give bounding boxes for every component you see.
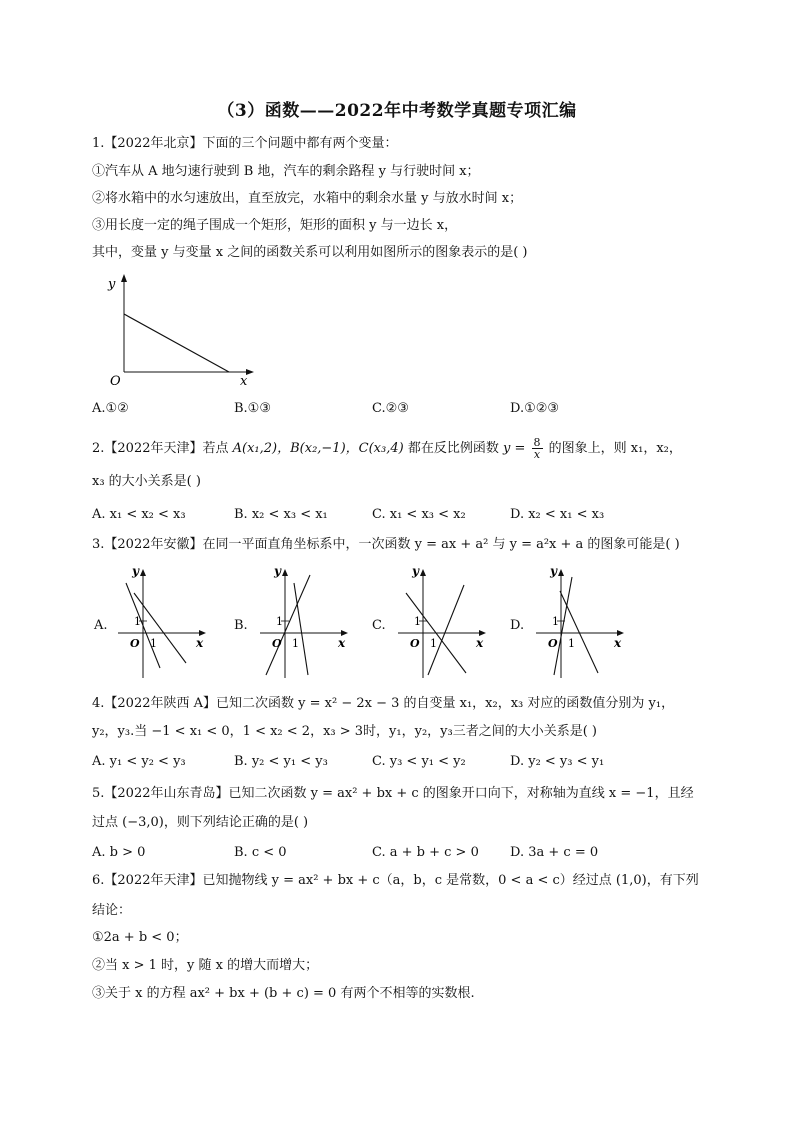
- q6-item-1: ①2a + b < 0；: [92, 930, 188, 945]
- q3a-x-label: x: [196, 636, 204, 650]
- q3b-origin: O: [272, 637, 282, 650]
- q4-option-b[interactable]: B. y₂ < y₁ < y₃: [234, 754, 328, 769]
- q2-option-b[interactable]: B. x₂ < x₃ < x₁: [234, 507, 328, 522]
- q1-y-label: y: [108, 277, 116, 292]
- page-title: （3）函数——2022年中考数学真题专项汇编: [217, 101, 577, 121]
- q2-option-c[interactable]: C. x₁ < x₃ < x₂: [372, 507, 466, 522]
- q3b-one-x: 1: [292, 637, 299, 650]
- q3c-one-x: 1: [430, 637, 437, 650]
- q3-graph-a[interactable]: [110, 563, 210, 683]
- q3a-one-x: 1: [150, 637, 157, 650]
- q3-graph-c[interactable]: [390, 563, 490, 683]
- q1-x-label: x: [240, 374, 248, 389]
- q1-option-d[interactable]: D.①②③: [510, 401, 560, 416]
- q3d-one-x: 1: [568, 637, 575, 650]
- q2-stem: [92, 437, 682, 460]
- q5-option-a[interactable]: A. b > 0: [92, 845, 146, 860]
- q3-graph-b[interactable]: [252, 563, 352, 683]
- q1-graph: [100, 272, 260, 392]
- q3c-one-y: 1: [414, 615, 421, 628]
- q2-stem-d: x₃ 的大小关系是( ): [92, 474, 201, 489]
- q3c-y-label: y: [412, 564, 419, 578]
- q1-stem: 1.【2022年北京】下面的三个问题中都有两个变量：: [92, 136, 398, 151]
- q1-option-b[interactable]: B.①③: [234, 401, 271, 416]
- q5-option-b[interactable]: B. c < 0: [234, 845, 287, 860]
- q5-line-1: 5.【2022年山东青岛】已知二次函数 y = ax² + bx + c 的图象开口向下，对称轴为直线 x = −1，且经: [92, 786, 694, 801]
- q2-func-lhs: y =: [503, 441, 526, 456]
- q4-line-1: 4.【2022年陕西 A】已知二次函数 y = x² − 2x − 3 的自变量 x₁，x₂，x₃ 对应的函数值分别为 y₁，: [92, 696, 675, 711]
- q3a-y-label: y: [132, 564, 139, 578]
- q3-option-b-label[interactable]: B.: [234, 618, 248, 633]
- q3d-x-label: x: [614, 636, 622, 650]
- q1-question: 其中，变量 y 与变量 x 之间的函数关系可以利用如图所示的图象表示的是( ): [92, 245, 528, 260]
- q3d-origin: O: [548, 637, 558, 650]
- q5-option-c[interactable]: C. a + b + c > 0: [372, 845, 479, 860]
- q1-item-2: ②将水箱中的水匀速放出，直至放完，水箱中的剩余水量 y 与放水时间 x；: [92, 191, 523, 206]
- q2-stem-b: 都在反比例函数: [407, 441, 499, 456]
- q3-option-d-label[interactable]: D.: [510, 618, 525, 633]
- q6-item-3: ③关于 x 的方程 ax² + bx + (b + c) = 0 有两个不相等的实数根.: [92, 986, 475, 1001]
- q2-option-d[interactable]: D. x₂ < x₁ < x₃: [510, 507, 605, 522]
- q4-option-c[interactable]: C. y₃ < y₁ < y₂: [372, 754, 466, 769]
- q3d-one-y: 1: [552, 615, 559, 628]
- q3a-one-y: 1: [134, 615, 141, 628]
- q2-points: A(x₁,2)，B(x₂,−1)，C(x₃,4): [232, 441, 404, 456]
- q3c-origin: O: [410, 637, 420, 650]
- q3b-one-y: 1: [276, 615, 283, 628]
- q2-fraction: [532, 437, 543, 460]
- q1-option-c[interactable]: C.②③: [372, 401, 409, 416]
- q3b-x-label: x: [338, 636, 346, 650]
- q3d-y-label: y: [550, 564, 557, 578]
- q5-line-2: 过点 (−3,0)，则下列结论正确的是( ): [92, 815, 309, 830]
- q4-option-a[interactable]: A. y₁ < y₂ < y₃: [92, 754, 186, 769]
- q4-option-d[interactable]: D. y₂ < y₃ < y₁: [510, 754, 605, 769]
- q1-item-1: ①汽车从 A 地匀速行驶到 B 地，汽车的剩余路程 y 与行驶时间 x；: [92, 164, 480, 179]
- q3a-origin: O: [130, 637, 140, 650]
- q3-stem: 3.【2022年安徽】在同一平面直角坐标系中，一次函数 y = ax + a² 与 y = a²x + a 的图象可能是( ): [92, 537, 680, 552]
- q5-option-d[interactable]: D. 3a + c = 0: [510, 845, 599, 860]
- q4-line-2: y₂，y₃.当 −1 < x₁ < 0，1 < x₂ < 2，x₃ > 3时，y₁，y₂，y₃三者之间的大小关系是( ): [92, 724, 597, 739]
- q6-line-2: 结论：: [92, 903, 132, 918]
- q2-frac-den: x: [533, 448, 541, 461]
- q3-option-a-label[interactable]: A.: [94, 618, 108, 633]
- q1-item-3: ③用长度一定的绳子围成一个矩形，矩形的面积 y 与一边长 x，: [92, 218, 458, 233]
- q2-option-a[interactable]: A. x₁ < x₂ < x₃: [92, 507, 186, 522]
- q2-frac-num: 8: [533, 436, 541, 449]
- q3b-y-label: y: [274, 564, 281, 578]
- q2-stem-a: 2.【2022年天津】若点: [92, 441, 229, 456]
- q1-origin-label: O: [110, 374, 121, 389]
- q3c-x-label: x: [476, 636, 484, 650]
- q1-option-a[interactable]: A.①②: [92, 401, 129, 416]
- q3-option-c-label[interactable]: C.: [372, 618, 386, 633]
- q3-graph-d[interactable]: [528, 563, 628, 683]
- q2-stem-c: 的图象上，则 x₁，x₂，: [548, 441, 682, 456]
- q6-line-1: 6.【2022年天津】已知抛物线 y = ax² + bx + c（a，b，c 是常数，0 < a < c）经过点 (1,0)，有下列: [92, 873, 699, 888]
- q6-item-2: ②当 x > 1 时，y 随 x 的增大而增大；: [92, 958, 319, 973]
